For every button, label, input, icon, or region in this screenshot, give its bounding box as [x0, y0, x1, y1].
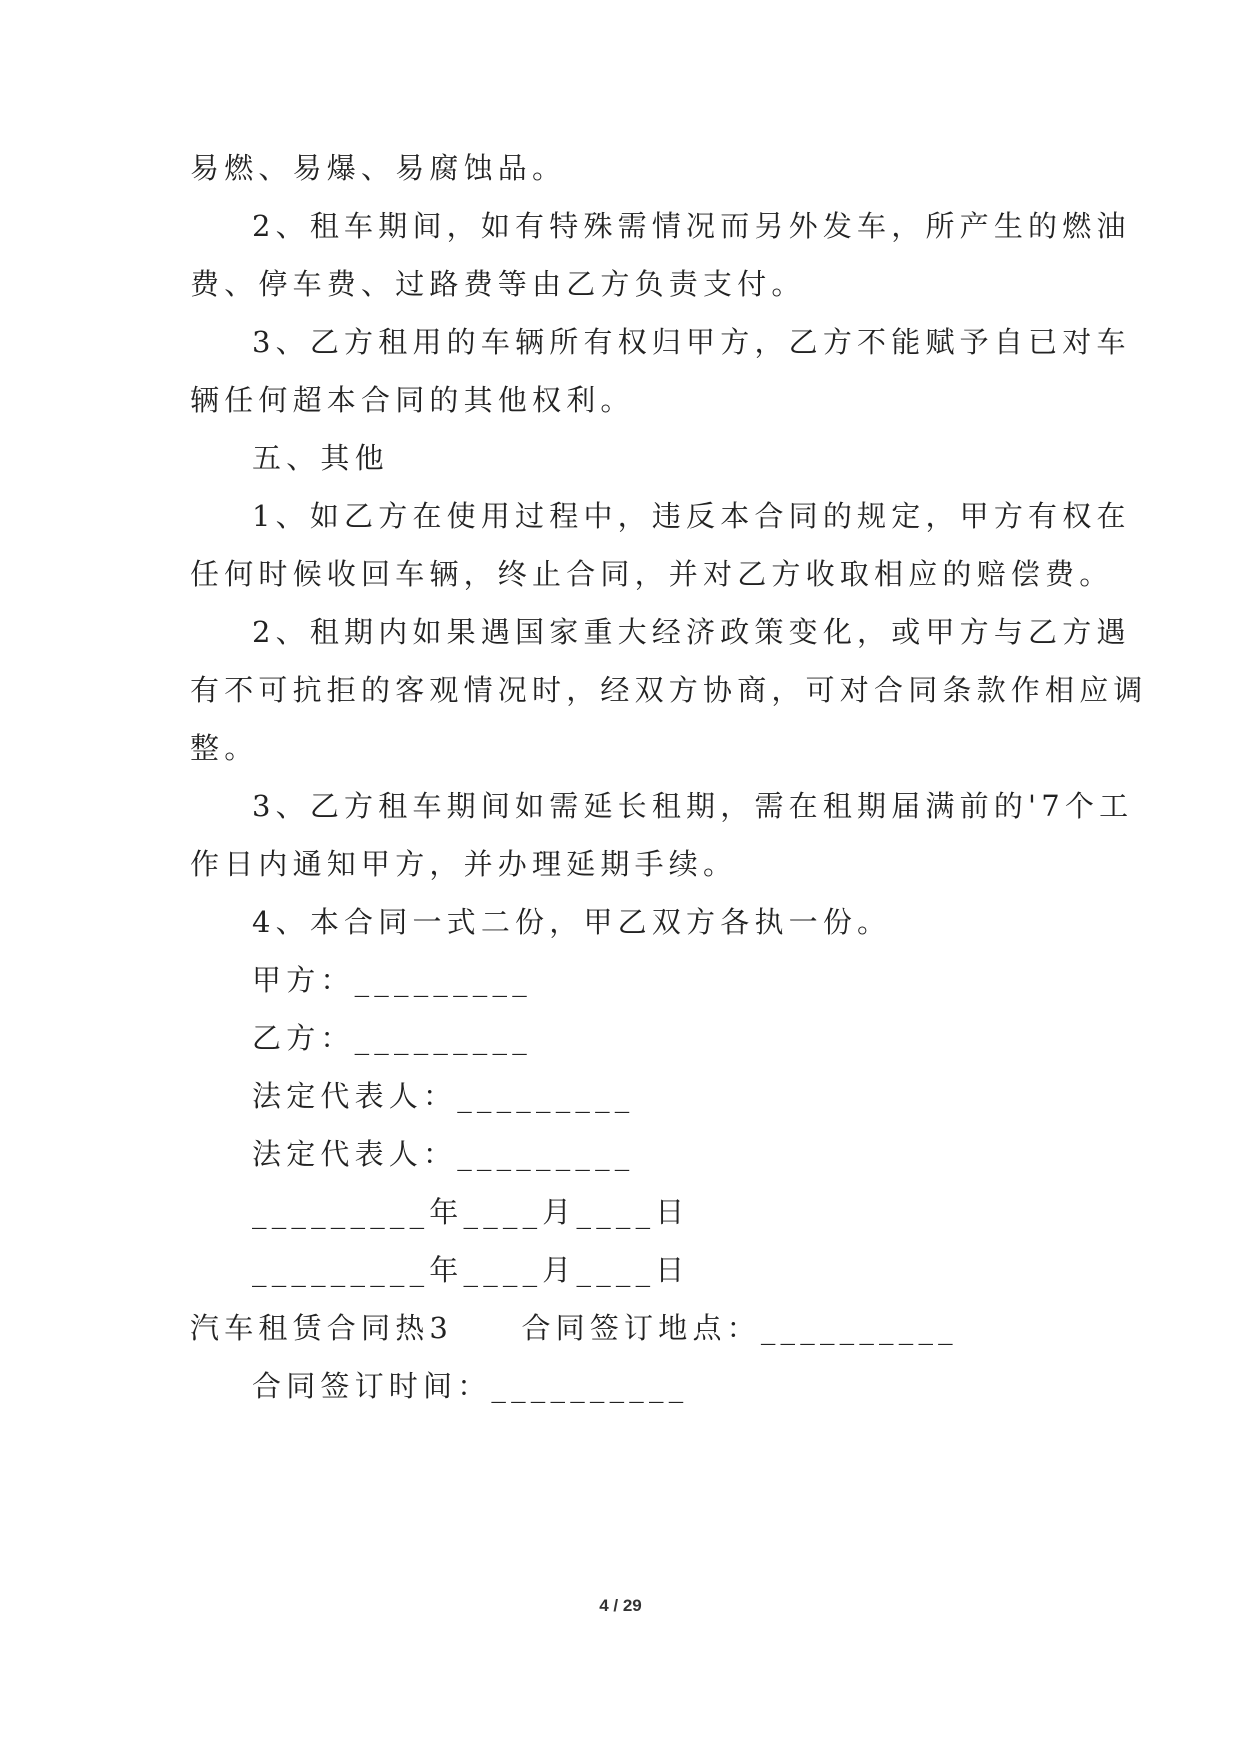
page-number: 4 / 29 [599, 1596, 642, 1615]
text-line: 2、租车期间，如有特殊需情况而另外发车，所产生的燃油 [252, 209, 1131, 243]
text-line: 4、本合同一式二份，甲乙双方各执一份。 [252, 905, 892, 939]
text-line: 辆任何超本合同的其他权利。 [190, 383, 635, 417]
legal-rep-line: 法定代表人：_________ [252, 1079, 635, 1113]
contract-place-line: 汽车租赁合同热3 合同签订地点：__________ [190, 1311, 958, 1345]
text-line: 1、如乙方在使用过程中，违反本合同的规定，甲方有权在 [252, 499, 1131, 533]
text-line: 易燃、易爆、易腐蚀品。 [190, 151, 567, 185]
date-line: _________年____月____日 [252, 1253, 690, 1287]
legal-rep-line: 法定代表人：_________ [252, 1137, 635, 1171]
date-line: _________年____月____日 [252, 1195, 690, 1229]
party-a-signature-line: 甲方：_________ [252, 963, 532, 997]
text-line: 作日内通知甲方，并办理延期手续。 [190, 847, 738, 881]
section-heading: 五、其他 [252, 441, 389, 475]
text-line: 整。 [190, 731, 259, 765]
text-line: 3、乙方租用的车辆所有权归甲方，乙方不能赋予自已对车 [252, 325, 1131, 359]
text-line: 有不可抗拒的客观情况时，经双方协商，可对合同条款作相应调 [190, 673, 1148, 707]
text-line: 3、乙方租车期间如需延长租期，需在租期届满前的'7个工 [252, 789, 1134, 823]
text-line: 2、租期内如果遇国家重大经济政策变化，或甲方与乙方遇 [252, 615, 1131, 649]
text-line: 任何时候收回车辆，终止合同，并对乙方收取相应的赔偿费。 [190, 557, 1114, 591]
contract-time-line: 合同签订时间：__________ [252, 1369, 689, 1403]
party-b-signature-line: 乙方：_________ [252, 1021, 532, 1055]
text-line: 费、停车费、过路费等由乙方负责支付。 [190, 267, 806, 301]
